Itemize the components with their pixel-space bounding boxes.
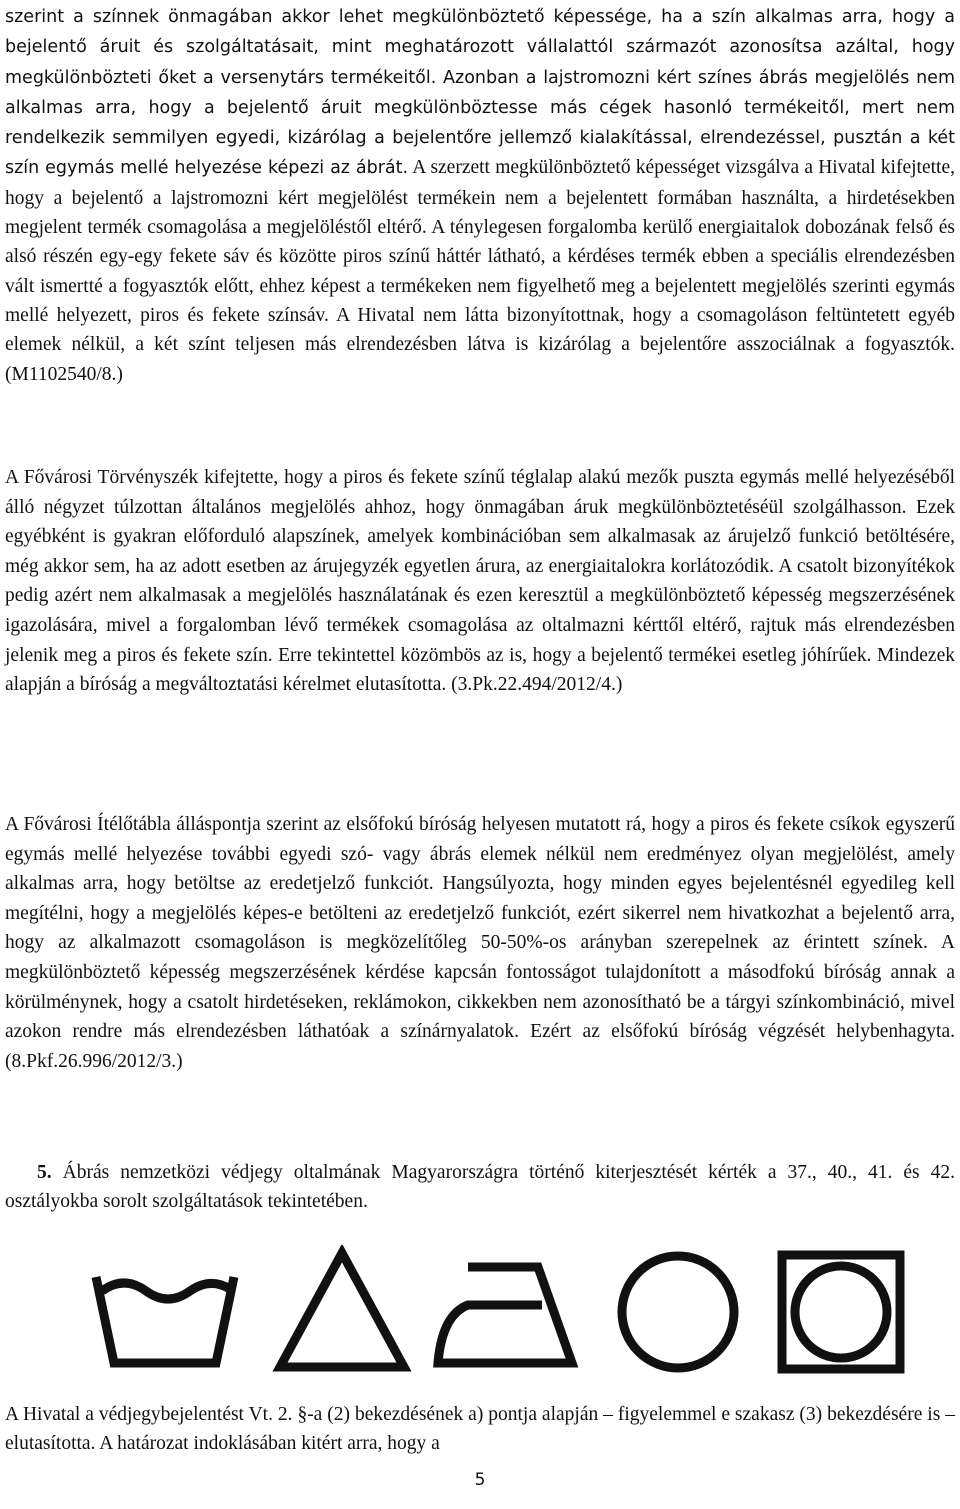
numbered-item-5 (5, 1158, 955, 1217)
paragraph-2: A Fővárosi Törvényszék kifejtette, hogy a piros és fekete színű téglalap alakú mezők puszta egymás mellé helyezéséből álló négyzet túlzottan általános megjelölés ahhoz, hogy önmagában áruk megkülönböztetéséül szolgálhasson. Ezek egyébként is gyakran előforduló alapszínek, amelyek kombinációban sem alkalmasak az árujelző funkció betöltésére, még akkor sem, ha az adott esetben az árujegyzék egyetlen árura, az energiaitalokra korlátozódik. A csatolt bizonyítékok pedig azért nem alkalmasak a megjelölés használatának és ezen keresztül a megkülönböztető képesség megszerzésének igazolására, mivel a forgalomban lévő termékek csomagolása az oltalmazni kérttől eltérő, rajtuk más elrendezésben jelenik meg a piros és fekete szín. Erre tekintettel közömbös az is, hogy a bejelentő termékei esetleg jóhírűek. Mindezek alapján a bíróság a megváltoztatási kérelmet elutasította. (3.Pk.22.494/2012/4.) (5, 467, 955, 696)
paragraph-1b-text: A szerzett megkülönböztető képességet vizsgálva a Hivatal kifejtette, hogy a bejelentő a lajstromozni kért megjelölést termékein nem a bejelentett formában használta, a hirdetésekben megjelent termék csomagolása a megjelöléstől eltérő. A ténylegesen forgalomba kerülő energiaitalok dobozának felső és alsó részén egy-egy fekete sáv és közötte piros színű háttér látható, a kérdéses termék ebben a speciális elrendezésben vált ismertté a fogyasztók előtt, ehhez képest a termékeken nem figyelhető meg a bejelentett megjelölés szerinti egymás mellé helyezett, piros és fekete színsáv. A Hivatal nem látta bizonyítottnak, hogy a csomagoláson feltüntetett egyéb elemek nélkül, a két színt teljesen más elrendezésben látva is kizárólag a bejelentőre asszociálnak a fogyasztók. (M1102540/8.) (5, 157, 955, 385)
closing-paragraph: A Hivatal a védjegybejelentést Vt. 2. §-a (2) bekezdésének a) pontja alapján – figyelemmel e szakasz (3) bekezdésére is – elutasította. A határozat indoklásában kitért arra, hogy a (5, 1404, 955, 1455)
ironing-icon (430, 1245, 580, 1380)
paragraph-1 (5, 2, 955, 389)
drying-square-icon (772, 1245, 912, 1380)
dry-cleaning-circle-icon (608, 1245, 748, 1380)
page-number: 5 (474, 1470, 486, 1490)
paragraph-3: A Fővárosi Ítélőtábla álláspontja szerint az elsőfokú bíróság helyesen mutatott rá, hogy a piros és fekete csíkok egyszerű egymás mellé helyezése további egyedi szó- vagy ábrás elemek nélkül nem eredményez olyan megjelölést, amely alkalmas arra, hogy betöltse az eredetjelző funkciót. Hangsúlyozta, hogy minden egyes bejelentésnél egyedileg kell megítélni, hogy a megjelölés képes-e betölteni az eredetjelző funkciót, ezért sikerrel nem hivatkozhat a bejelentő arra, hogy az alkalmazott csomagoláson is megközelítőleg 50-50%-os arányban szerepelnek az érintett színek. A megkülönböztető képesség megszerzésének kérdése kapcsán fontosságot tulajdonított a másodfokú bíróság annak a körülménynek, hogy a csatolt hirdetéseken, reklámokon, cikkekben nem azonosítható be a tárgyi színkombináció, mivel azokon rendre más elrendezésben láthatóak a színárnyalatok. Ezért az elsőfokú bíróság végzését helybenhagyta. (8.Pkf.26.996/2012/3.) (5, 814, 955, 1072)
paragraph-1-text: szerint a színnek önmagában akkor lehet megkülönböztető képessége, ha a szín alkalmas arra, hogy a bejelentő áruit és szolgáltatásait, mint meghatározott vállalattól származót azonosítsa azáltal, hogy megkülönbözteti őket a versenytárs termékeitől. Azonban a lajstromozni kért színes ábrás megjelölés nem alkalmas arra, hogy a bejelentő áruit megkülönböztesse más cégek hasonló termékeitől, mert nem rendelkezik semmilyen egyedi, kizárólag a bejelentőre jellemző kialakítással, elrendezéssel, pusztán a két szín egymás mellé helyezése képezi az ábrát. (5, 7, 955, 179)
item-text: Ábrás nemzetközi védjegy oltalmának Magyarországra történő kiterjesztését kérték a 37., 40., 41. és 42. osztályokba sorolt szolgáltatások tekintetében. (5, 1162, 955, 1213)
item-number: 5. (37, 1162, 52, 1183)
washing-tub-icon (90, 1245, 240, 1380)
bleach-triangle-icon (272, 1245, 412, 1380)
trademark-symbols (0, 1245, 960, 1380)
